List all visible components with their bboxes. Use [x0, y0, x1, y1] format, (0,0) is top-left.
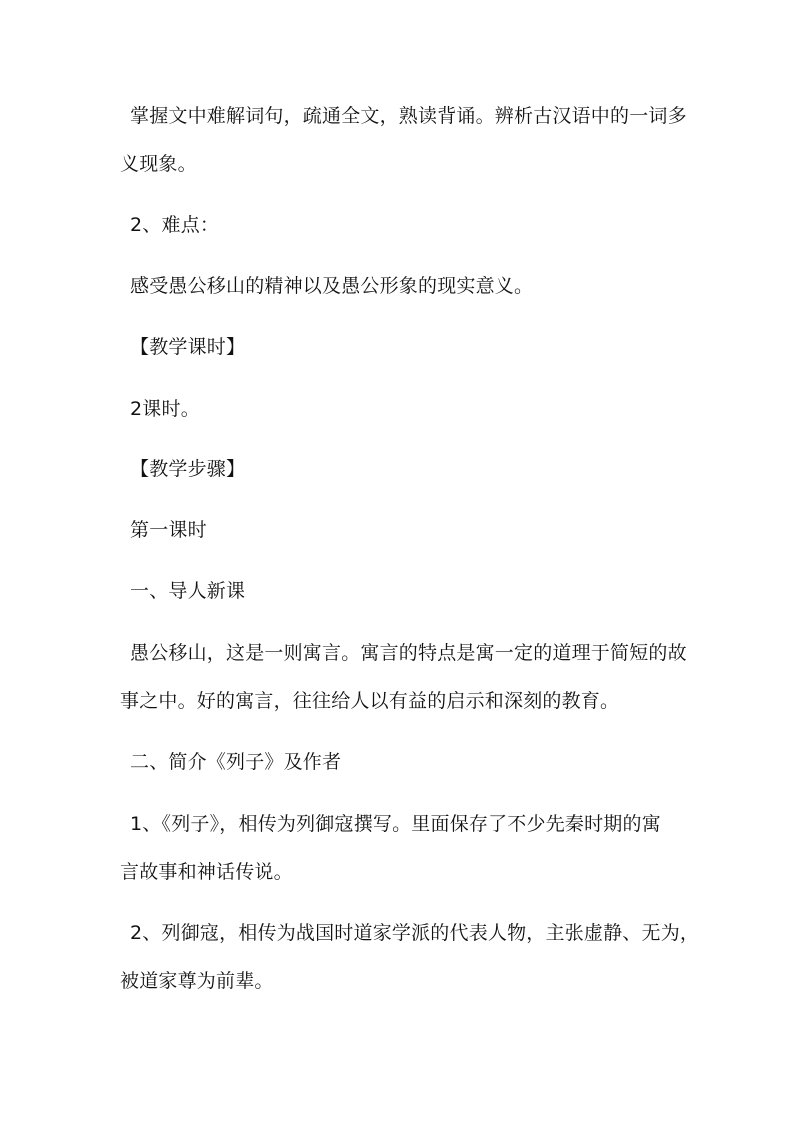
- paragraph-1-line-2: 义现象。: [120, 153, 197, 175]
- paragraph-3: 感受愚公移山的精神以及愚公形象的现实意义。: [130, 275, 534, 297]
- paragraph-2: 2、难点：: [130, 214, 220, 236]
- section-heading-teaching-hours: 【教学课时】: [130, 336, 246, 358]
- paragraph-7-line-1: 2、列御寇，相传为战国时道家学派的代表人物，主张虚静、无为，: [130, 922, 700, 944]
- paragraph-5-line-2: 事之中。好的寓言，往往给人以有益的启示和深刻的教育。: [120, 690, 620, 712]
- section-heading-intro: 一、导人新课: [130, 580, 246, 602]
- paragraph-4: 2课时。: [130, 398, 200, 420]
- paragraph-6-line-1: 1、《列子》，相传为列御寇撰写。里面保存了不少先秦时期的寓: [130, 813, 661, 835]
- paragraph-1-line-1: 掌握文中难解词句，疏通全文，熟读背诵。辨析古汉语中的一词多: [130, 105, 687, 127]
- section-heading-liezi: 二、简介《列子》及作者: [130, 751, 342, 773]
- paragraph-6-line-2: 言故事和神话传说。: [120, 861, 293, 883]
- paragraph-5-line-1: 愚公移山，这是一则寓言。寓言的特点是寓一定的道理于简短的故: [130, 642, 687, 664]
- sub-heading-first-lesson: 第一课时: [130, 519, 207, 541]
- paragraph-7-line-2: 被道家尊为前辈。: [120, 970, 274, 992]
- section-heading-teaching-steps: 【教学步骤】: [130, 458, 246, 480]
